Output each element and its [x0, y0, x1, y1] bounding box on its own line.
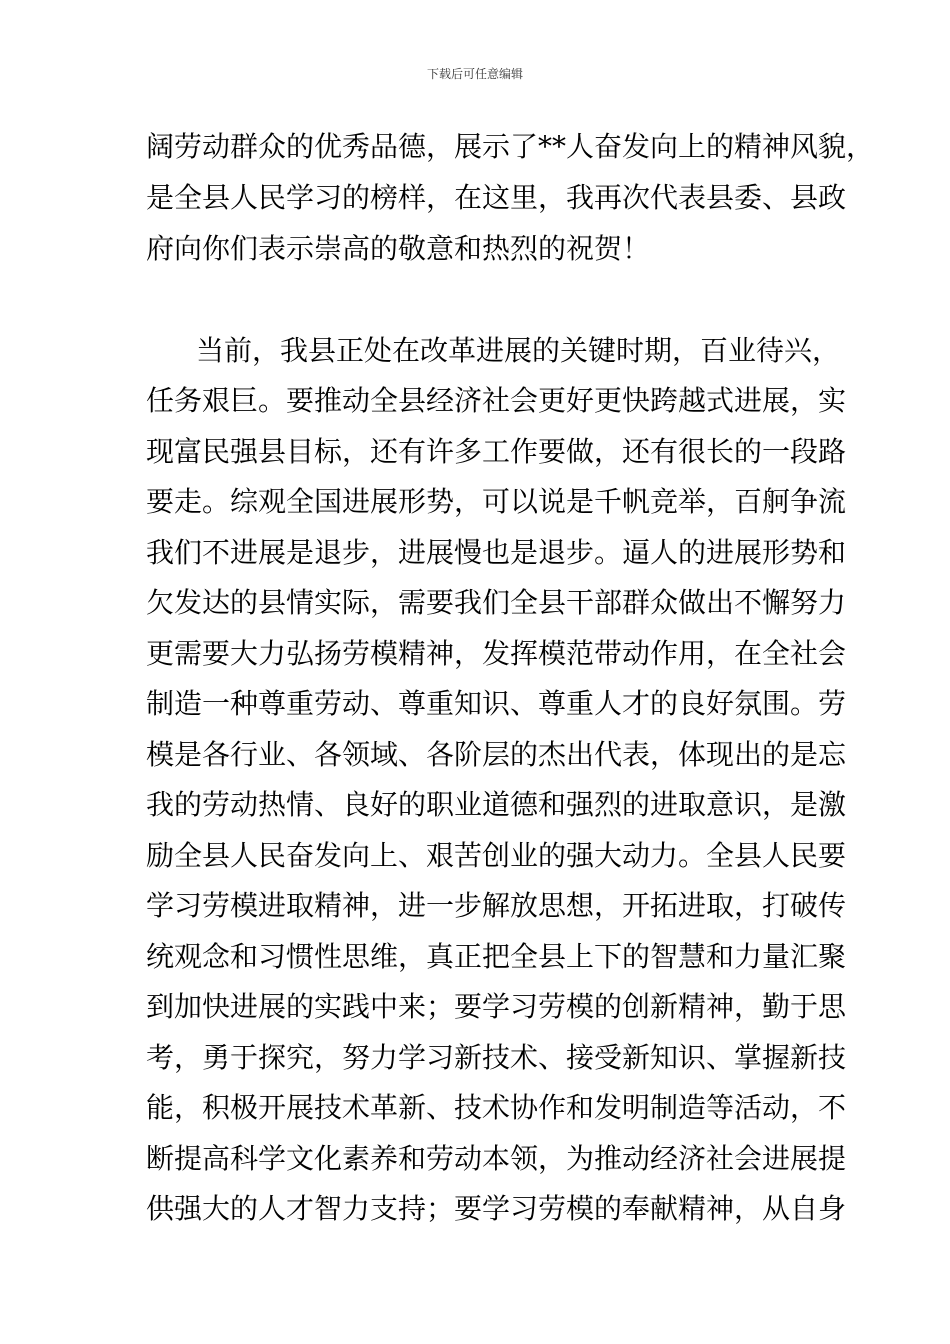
text-line: 到加快进展的实践中来；要学习劳模的创新精神，勤于思 — [146, 990, 847, 1023]
text-line: 模是各行业、各领域、各阶层的杰出代表，体现出的是忘 — [146, 738, 847, 771]
text-line: 供强大的人才智力支持；要学习劳模的奉献精神，从自身 — [146, 1192, 847, 1225]
text-line: 我们不进展是退步，进展慢也是退步。逼人的进展形势和 — [146, 536, 847, 569]
text-line: 断提高科学文化素养和劳动本领，为推动经济社会进展提 — [146, 1142, 847, 1175]
text-line: 府向你们表示崇高的敬意和热烈的祝贺！ — [146, 232, 651, 265]
text-line: 统观念和习惯性思维，真正把全县上下的智慧和力量汇聚 — [146, 940, 847, 973]
text-line: 制造一种尊重劳动、尊重知识、尊重人才的良好氛围。劳 — [146, 687, 847, 720]
text-line: 现富民强县目标，还有许多工作要做，还有很长的一段路 — [146, 435, 847, 468]
text-line: 阔劳动群众的优秀品德，展示了**人奋发向上的精神风貌， — [146, 130, 875, 163]
text-line: 我的劳动热情、良好的职业道德和强烈的进取意识，是激 — [146, 788, 847, 821]
text-line: 任务艰巨。要推动全县经济社会更好更快跨越式进展，实 — [146, 384, 847, 417]
text-line: 更需要大力弘扬劳模精神，发挥模范带动作用，在全社会 — [146, 637, 847, 670]
text-line: 能，积极开展技术革新、技术协作和发明制造等活动，不 — [146, 1091, 847, 1124]
text-line: 要走。综观全国进展形势，可以说是千帆竞举，百舸争流 — [146, 485, 847, 518]
text-line: 欠发达的县情实际，需要我们全县干部群众做出不懈努力 — [146, 586, 847, 619]
text-line: 学习劳模进取精神，进一步解放思想，开拓进取，打破传 — [146, 889, 847, 922]
text-line: 考，勇于探究，努力学习新技术、接受新知识、掌握新技 — [146, 1041, 847, 1074]
page-header: 下载后可任意编辑 — [426, 67, 523, 81]
text-line: 励全县人民奋发向上、艰苦创业的强大动力。全县人民要 — [146, 839, 847, 872]
text-line: 是全县人民学习的榜样，在这里，我再次代表县委、县政 — [146, 181, 847, 214]
text-line: 当前，我县正处在改革进展的关键时期，百业待兴， — [196, 334, 841, 367]
